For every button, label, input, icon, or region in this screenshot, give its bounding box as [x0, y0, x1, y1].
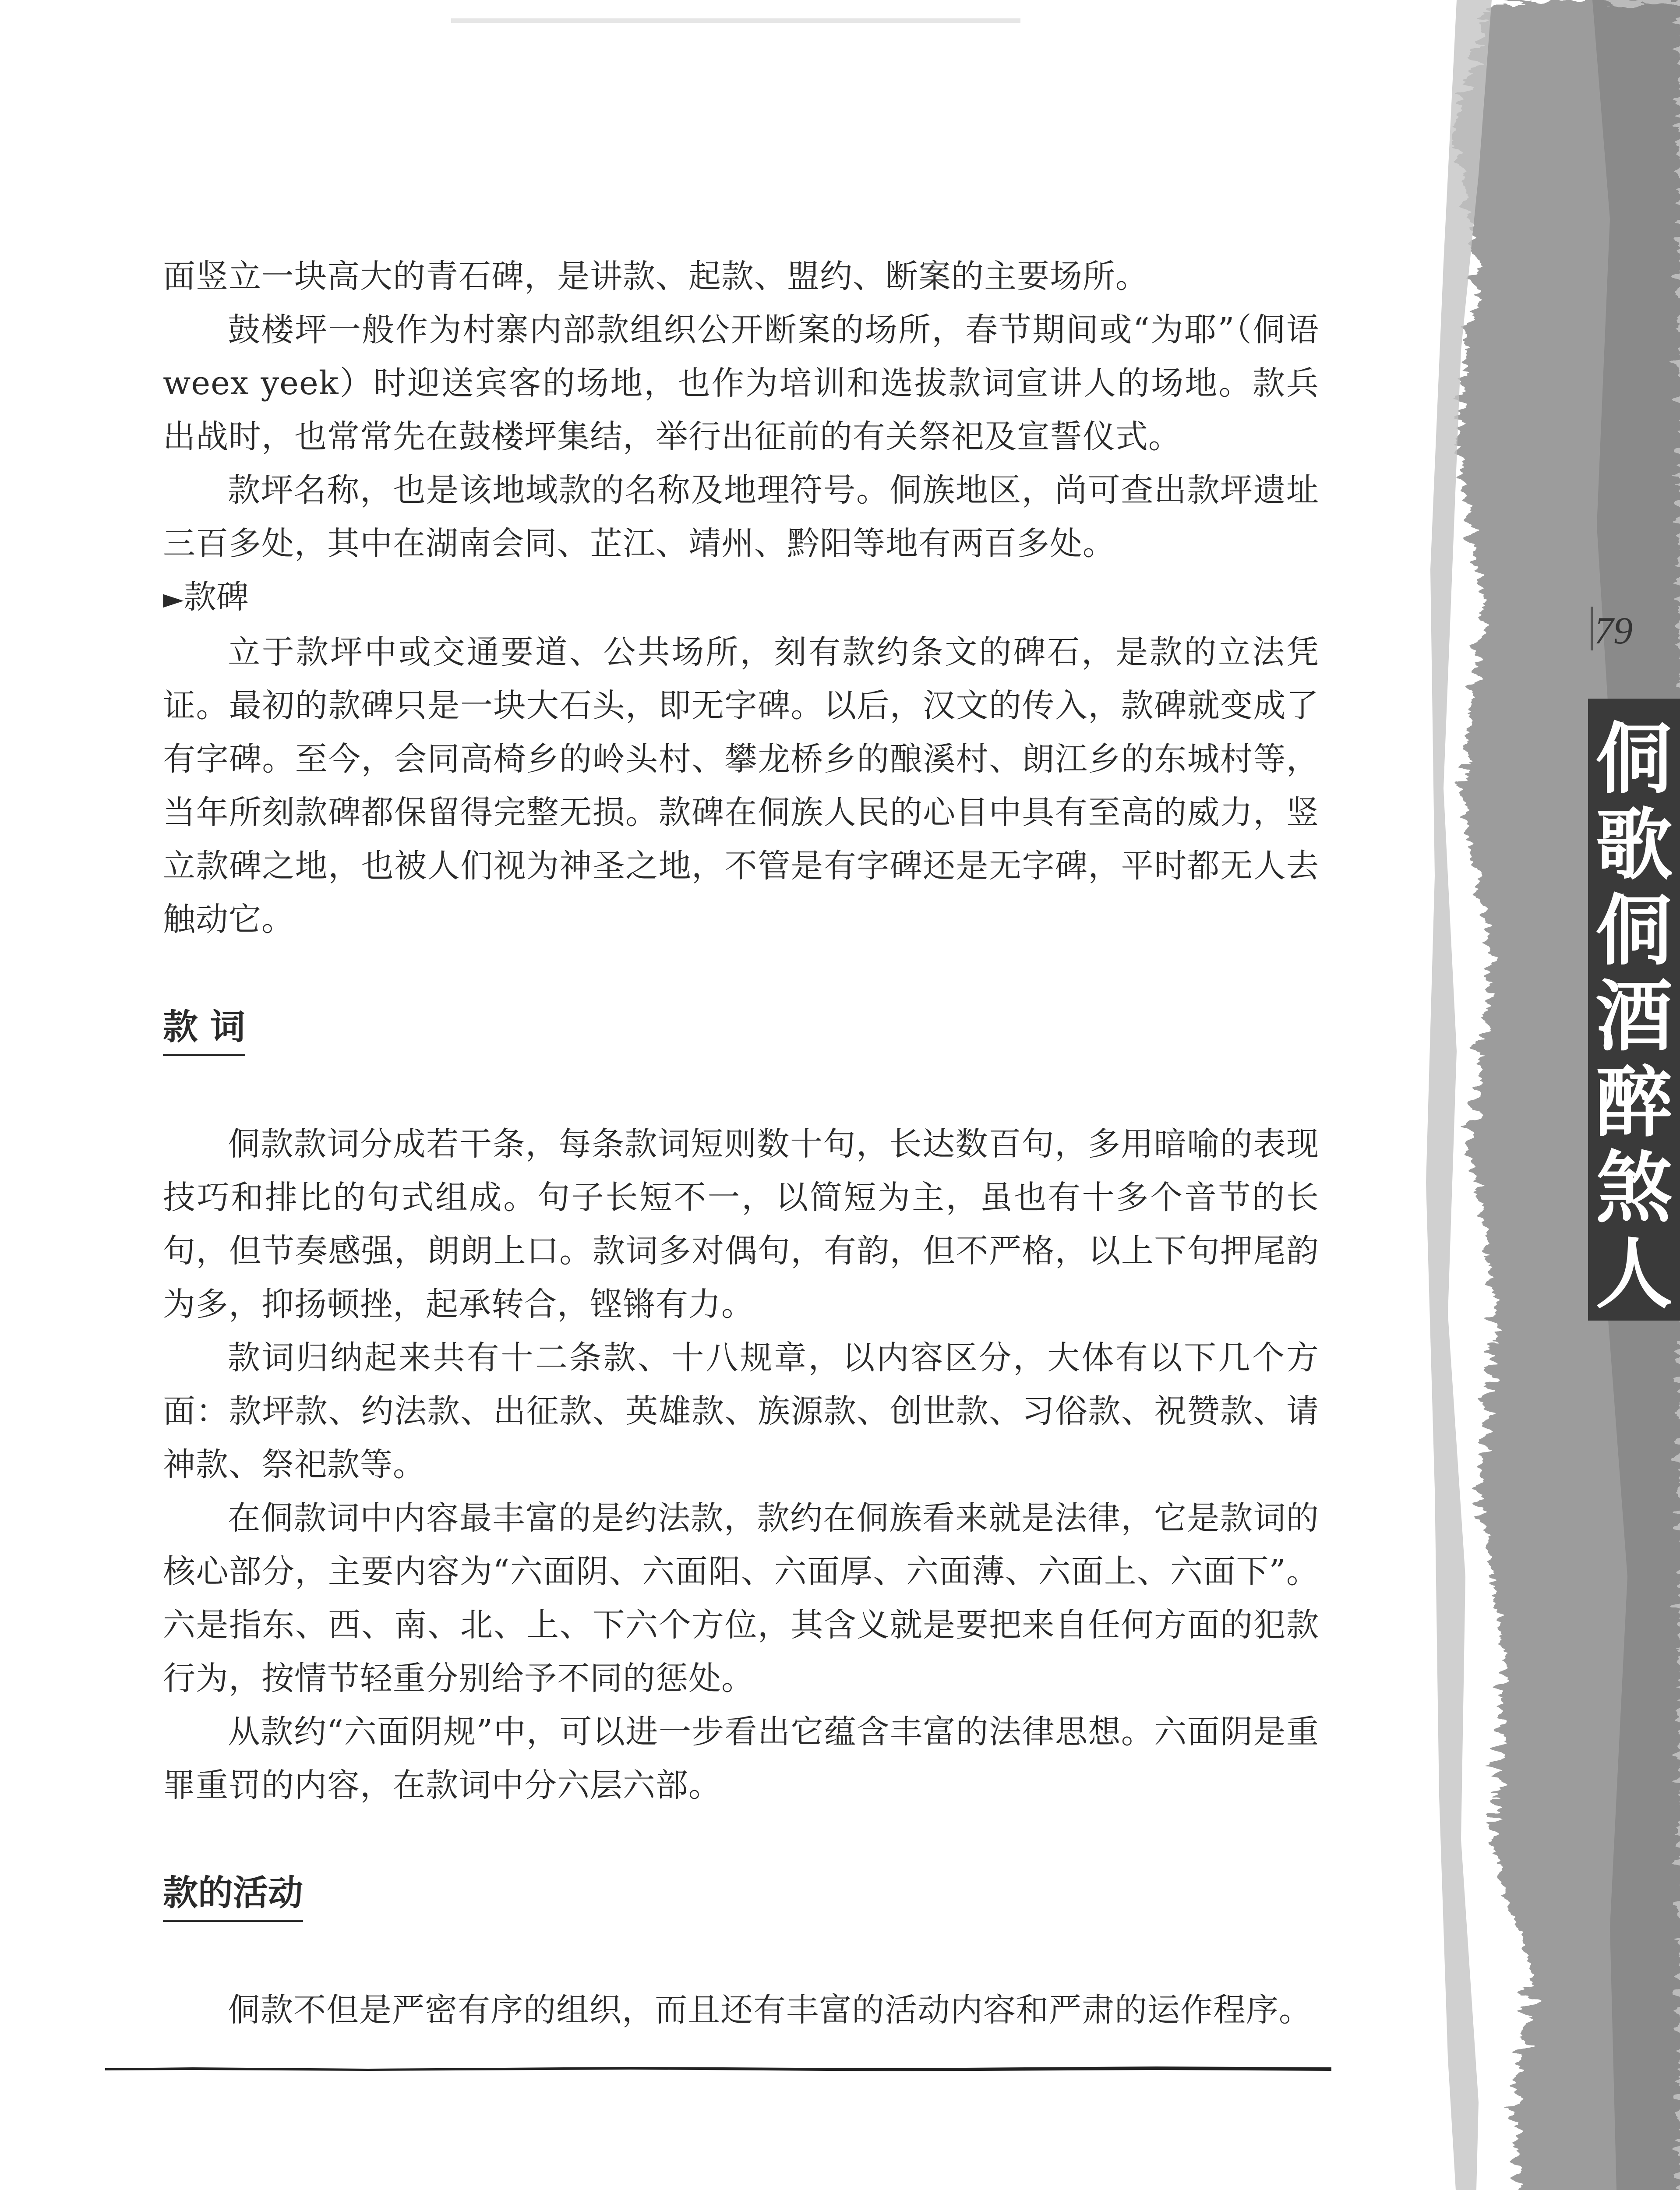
- subheading-text: 款碑: [184, 578, 249, 616]
- title-char: 人: [1595, 1229, 1673, 1319]
- title-char: 侗: [1595, 885, 1673, 976]
- triangle-marker-icon: ►: [163, 583, 184, 615]
- body-paragraph: 面竖立一块高大的青石碑，是讲款、起款、盟约、断案的主要场所。: [163, 258, 1148, 295]
- title-char: 醉: [1595, 1057, 1673, 1148]
- bottom-ink-rule: [105, 2063, 1331, 2073]
- title-char: 酒: [1595, 971, 1673, 1062]
- title-char: 侗: [1595, 714, 1673, 804]
- title-char: 煞: [1595, 1143, 1673, 1233]
- body-paragraph: 款词归纳起来共有十二条款、十八规章，以内容区分，大体有以下几个方面：款坪款、约法款、出征款、英雄款、族源款、创世款、习俗款、祝赞款、请神款、祭祀款等。: [163, 1339, 1319, 1484]
- section-heading: 款 词: [163, 1003, 245, 1056]
- page-number-rule: [1591, 607, 1593, 650]
- body-paragraph: 从款约“六面阴规”中，可以进一步看出它蕴含丰富的法律思想。六面阴是重罪重罚的内容，在款词中分六层六部。: [163, 1713, 1319, 1804]
- body-paragraph: 鼓楼坪一般作为村寨内部款组织公开断案的场所，春节期间或“为耶”（侗语 weex yeek）时迎送宾客的场地，也作为培训和选拔款词宣讲人的场地。款兵出战时，也常常先在鼓楼坪集结，举行出征前的有关祭祀及宣誓仪式。: [163, 311, 1319, 456]
- body-paragraph: 侗款不但是严密有序的组织，而且还有丰富的活动内容和严肃的运作程序。: [228, 1991, 1312, 2029]
- body-paragraph: 侗款款词分成若干条，每条款词短则数十句，长达数百句，多用暗喻的表现技巧和排比的句式组成。句子长短不一，以简短为主，虽也有十多个音节的长句，但节奏感强，朗朗上口。款词多对偶句，有韵，但不严格，以上下句押尾韵为多，抑扬顿挫，起承转合，铿锵有力。: [163, 1125, 1319, 1323]
- page-number: 79: [1594, 610, 1633, 652]
- subheading: [163, 570, 1319, 625]
- body-paragraph: 在侗款词中内容最丰富的是约法款，款约在侗族看来就是法律，它是款词的核心部分，主要内容为“六面阴、六面阳、六面厚、六面薄、六面上、六面下”。六是指东、西、南、北、上、下六个方位，其含义就是要把来自任何方面的犯款行为，按情节轻重分别给予不同的惩处。: [163, 1499, 1319, 1697]
- book-title-vertical: [1588, 699, 1680, 1321]
- header-smudge: [451, 12, 1020, 30]
- section-heading: 款的活动: [163, 1869, 303, 1922]
- title-char: 歌: [1595, 799, 1673, 890]
- body-paragraph: 立于款坪中或交通要道、公共场所，刻有款约条文的碑石，是款的立法凭证。最初的款碑只是一块大石头，即无字碑。以后，汉文的传入，款碑就变成了有字碑。至今，会同高椅乡的岭头村、攀龙桥乡的酿溪村、朗江乡的东城村等，当年所刻款碑都保留得完整无损。款碑在侗族人民的心目中具有至高的威力，竖立款碑之地，也被人们视为神圣之地，不管是有字碑还是无字碑，平时都无人去触动它。: [163, 633, 1319, 938]
- main-text-column: [163, 250, 1319, 2037]
- body-paragraph: 款坪名称，也是该地域款的名称及地理符号。侗族地区，尚可查出款坪遗址三百多处，其中在湖南会同、芷江、靖州、黔阳等地有两百多处。: [163, 471, 1319, 562]
